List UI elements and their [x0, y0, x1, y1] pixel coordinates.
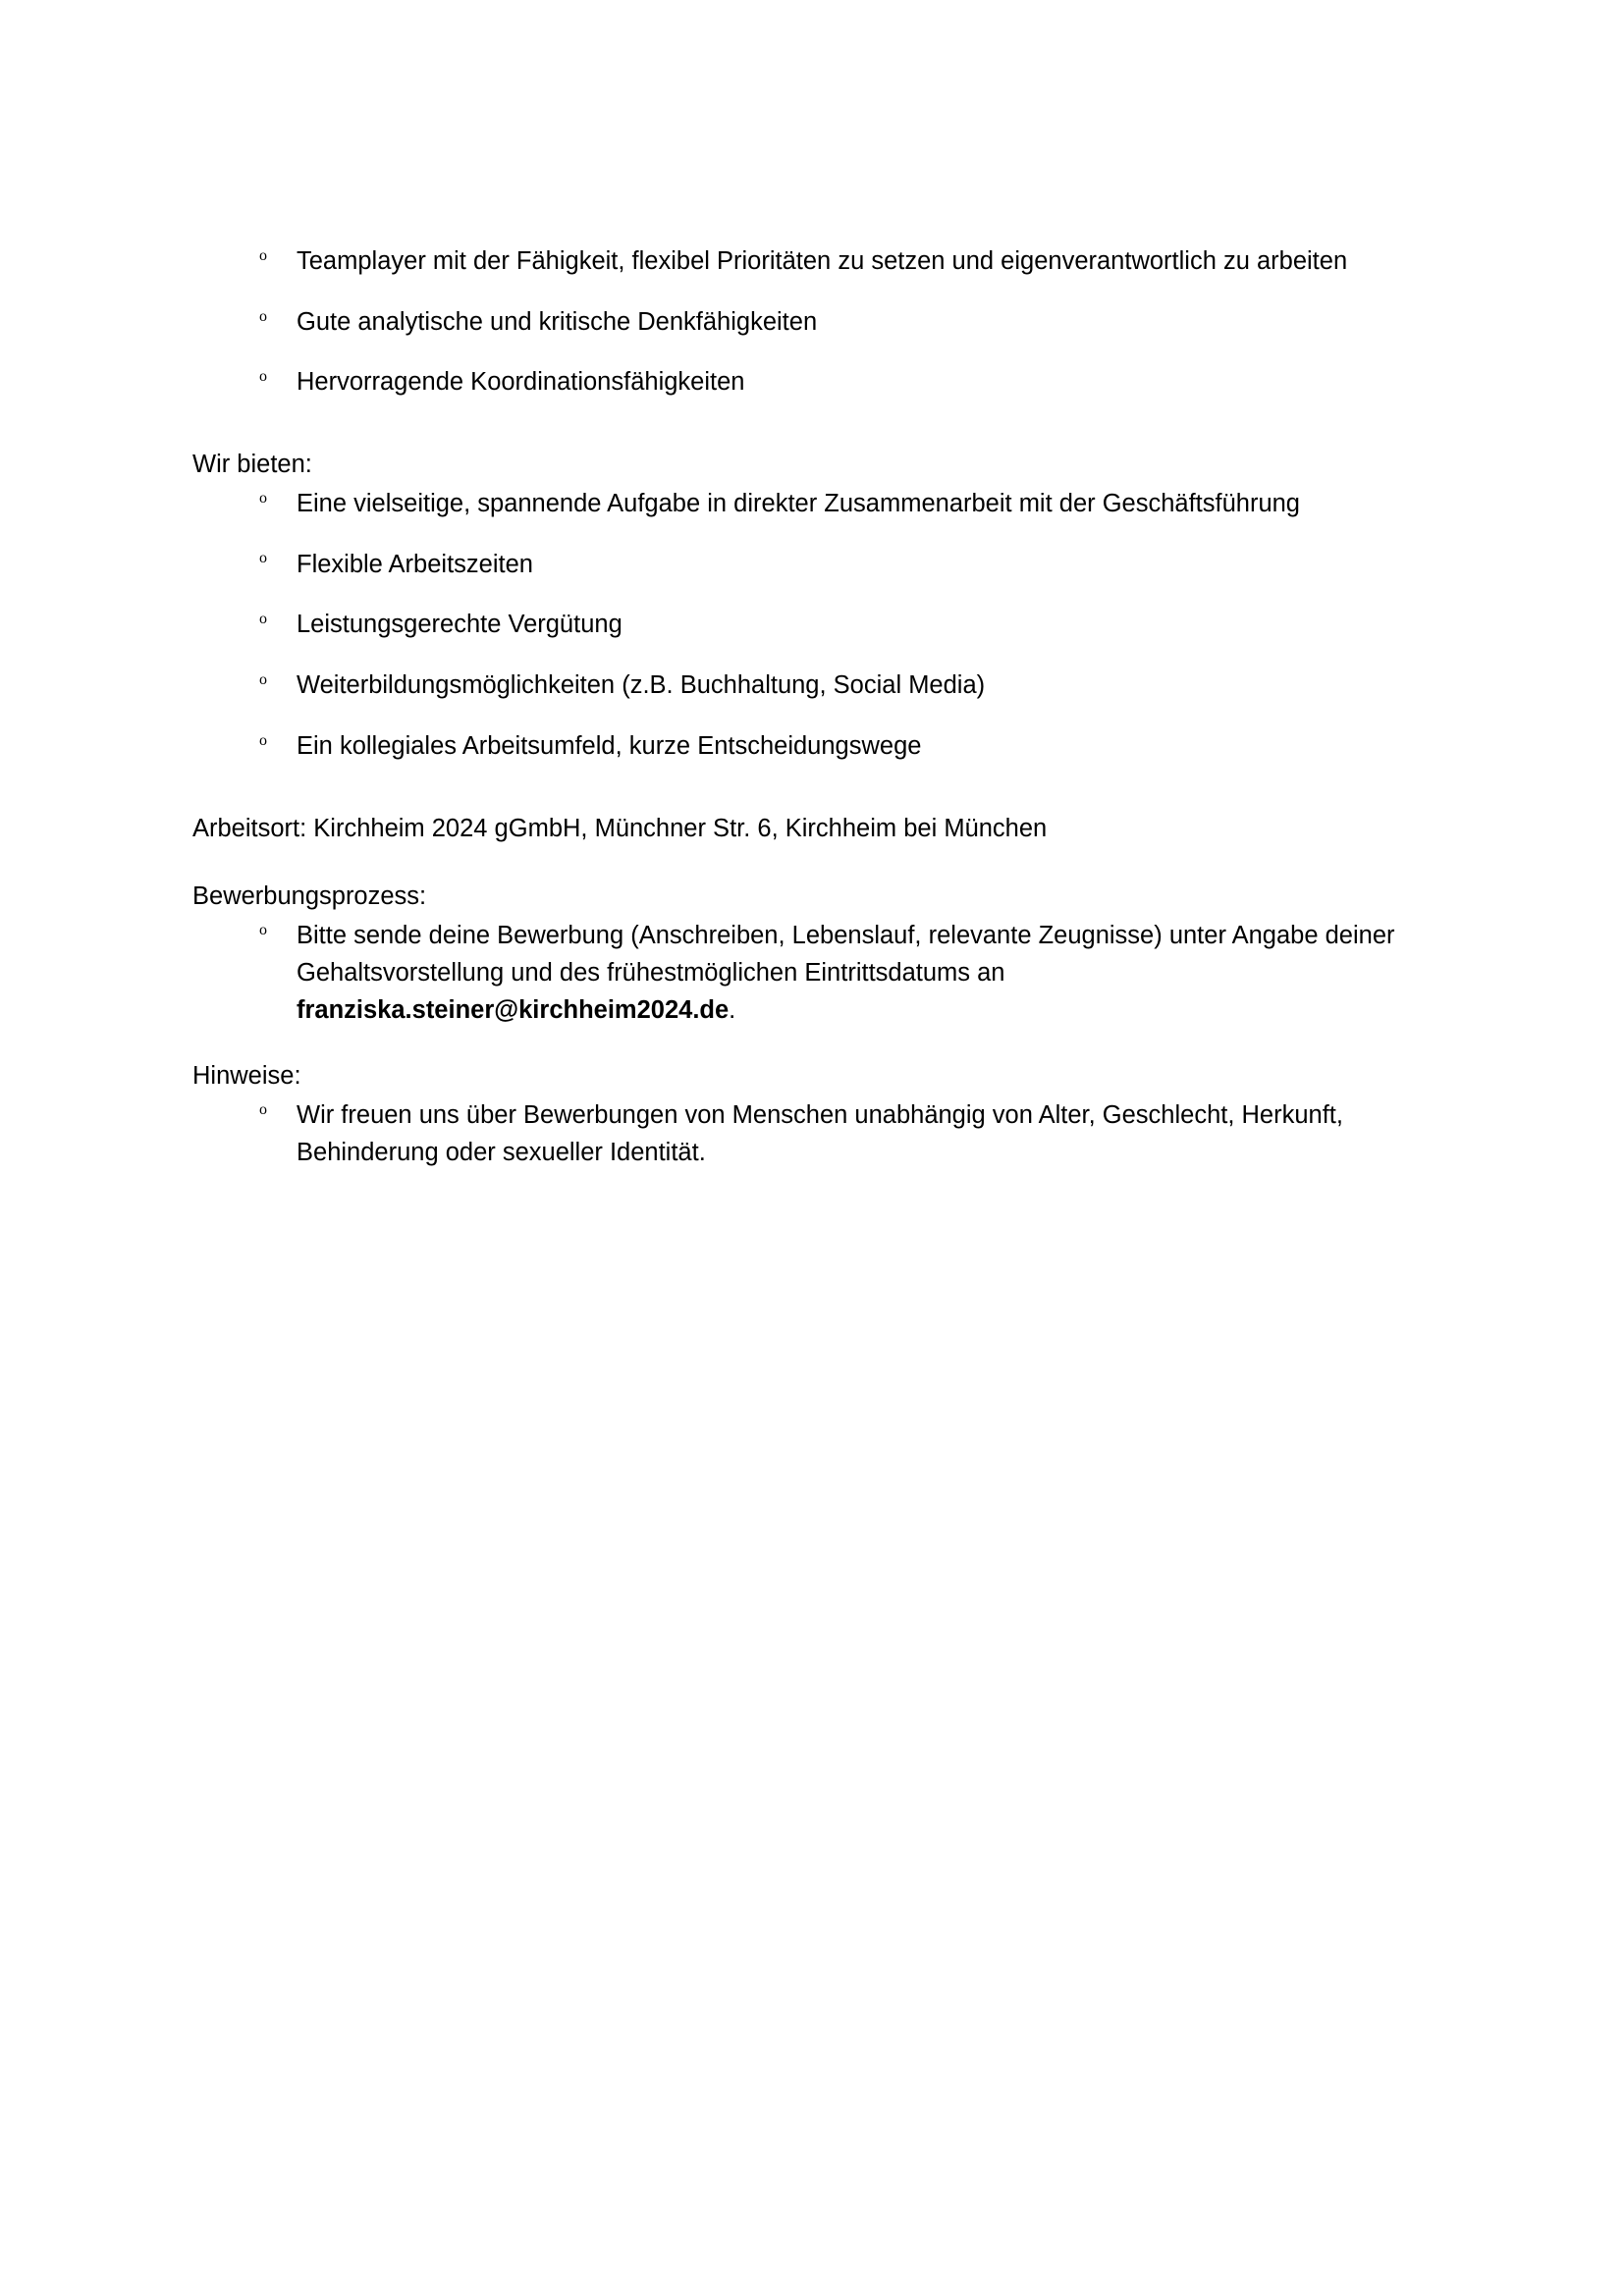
application-instruction: [297, 918, 1428, 1029]
application-text-after-email: .: [729, 995, 736, 1024]
bullet-circle-icon: o: [259, 368, 267, 386]
list-item-text: Ein kollegiales Arbeitsumfeld, kurze Entscheidungswege: [297, 731, 922, 760]
list-item-text: Wir freuen uns über Bewerbungen von Menschen unabhängig von Alter, Geschlecht, Herkunft, Behinderung oder sexueller Identität.: [297, 1101, 1343, 1166]
bullet-circle-icon: o: [259, 489, 267, 507]
application-list: [192, 918, 1428, 1029]
application-email: franziska.steiner@kirchheim2024.de: [297, 995, 730, 1024]
list-item: [192, 918, 1428, 1029]
bullet-circle-icon: o: [259, 670, 267, 688]
offer-list: [192, 486, 1428, 766]
spacer: [192, 766, 1428, 811]
notes-heading: Hinweise:: [192, 1062, 301, 1091]
notes-list: [192, 1097, 1428, 1171]
list-item-text: Gute analytische und kritische Denkfähigkeiten: [297, 307, 818, 336]
list-item-text: Hervorragende Koordinationsfähigkeiten: [297, 368, 745, 397]
offer-heading: Wir bieten:: [192, 451, 312, 479]
list-item-text: Teamplayer mit der Fähigkeit, flexibel Prioritäten zu setzen und eigenverantwortlich zu arbeiten: [297, 247, 1348, 275]
application-heading: Bewerbungsprozess:: [192, 882, 427, 911]
bullet-circle-icon: o: [259, 550, 267, 567]
bullet-circle-icon: o: [259, 1100, 267, 1118]
list-item-text: Weiterbildungsmöglichkeiten (z.B. Buchhaltung, Social Media): [297, 671, 986, 700]
spacer: [192, 401, 1428, 447]
spacer: [192, 849, 1428, 879]
list-item: [192, 667, 1428, 705]
list-item: [192, 364, 1428, 401]
list-item: [192, 243, 1428, 281]
list-item: [192, 728, 1428, 766]
location-line: Arbeitsort: Kirchheim 2024 gGmbH, Münchner Str. 6, Kirchheim bei München: [192, 814, 1048, 842]
bullet-circle-icon: o: [259, 307, 267, 325]
application-text-before-email: Bitte sende deine Bewerbung (Anschreiben, Lebenslauf, relevante Zeugnisse) unter Angabe deiner Gehaltsvorstellung und des frühestmöglichen Eintrittsdatums an: [297, 922, 1395, 987]
list-item: [192, 547, 1428, 584]
requirements-list: [192, 243, 1428, 401]
list-item: [192, 304, 1428, 342]
bullet-circle-icon: o: [259, 921, 267, 938]
bullet-circle-icon: o: [259, 611, 267, 628]
list-item-text: Flexible Arbeitszeiten: [297, 550, 533, 578]
document-body: [192, 243, 1428, 1171]
list-item: [192, 1097, 1428, 1171]
list-item-text: Leistungsgerechte Vergütung: [297, 611, 623, 639]
list-item: [192, 486, 1428, 523]
spacer: [192, 1029, 1428, 1058]
bullet-circle-icon: o: [259, 731, 267, 749]
bullet-circle-icon: o: [259, 246, 267, 264]
list-item: [192, 607, 1428, 644]
list-item-text: Eine vielseitige, spannende Aufgabe in direkter Zusammenarbeit mit der Geschäftsführung: [297, 489, 1300, 517]
